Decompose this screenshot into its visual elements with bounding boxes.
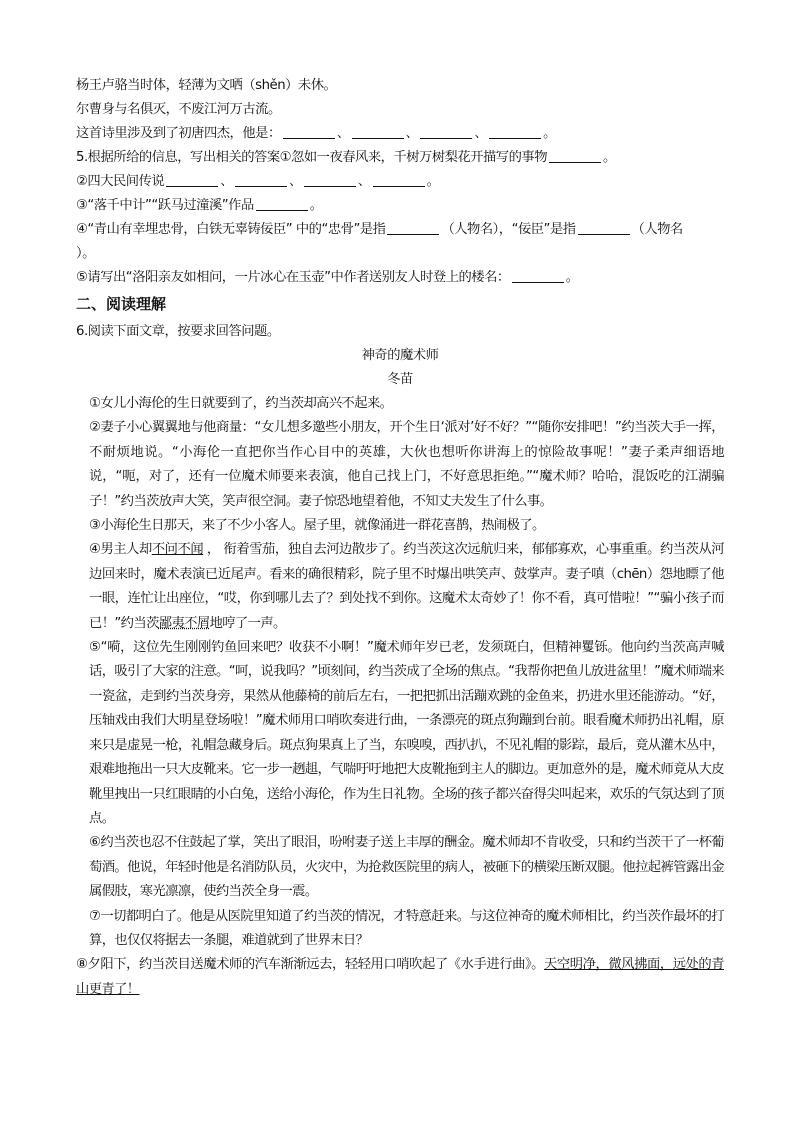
article-paragraph-5: ⑤“嗬，这位先生刚刚钓鱼回来吧？收获不小啊！”魔术师年岁已老，发须斑白，但精神矍铄。他向约当茨高声喊话，吸引了大家的注意。“呵，说我吗？”顷刻间，约当茨成了全场的焦点。“我帮你把鱼儿放进盆里！”魔术师端来一瓷盆，走到约当茨身旁，果然从他藤椅的前后左右，一把把抓出活蹦欢跳的金鱼来，扔进水里还能游动。“好，压轴戏由我们大明星登场啦！”魔术师用口哨吹奏进行曲，一条漂亮的斑点狗蹦到台前。眼看魔术师扔出礼帽，原来只是虚晃一枪，礼帽急藏身后。斑点狗果真上了当，东嗅嗅，西扒扒，不见礼帽的影踪，最后，竟从灌木丛中，艰难地拖出一只大皮靴来。它一步一趔趄，气喘吁吁地把大皮靴拖到主人的脚边。更加意外的是，魔术师竟从大皮靴里拽出一只红眼睛的小白兔，送给小海伦，作为生日礼物。全场的孩子都兴奋得尖叫起来，欢乐的气氛达到了顶点。 — [89, 640, 724, 826]
question-6-intro: 6.阅读下面文章，按要求回答问题。 — [76, 324, 280, 339]
answer-blank[interactable] — [578, 220, 630, 235]
article-title: 神奇的魔术师 — [361, 348, 439, 363]
article-author: 冬苗 — [387, 372, 413, 387]
question-5-item-3: ③“落千中计”“跃马过潼溪”作品 。 — [76, 198, 323, 213]
section-heading: 二、阅读理解 — [76, 295, 167, 313]
article-paragraph-8: ⑧夕阳下，约当茨目送魔术师的汽车渐渐远去，轻轻用口哨吹起了《水手进行曲》。天空明净，微风拂面，远处的青山更青了！ — [76, 957, 724, 997]
answer-blank[interactable] — [304, 172, 356, 187]
answer-blank[interactable] — [387, 220, 439, 235]
answer-blank[interactable] — [373, 172, 425, 187]
document-page — [76, 74, 724, 1002]
question-4: 这首诗里涉及到了初唐四杰，他是： 、 、 、 。 — [76, 126, 556, 141]
article-paragraph-4: ④男主人却不问不闻 ， 衔着雪茄，独自去河边散步了。约当茨这次远航归来，郁郁寡欢，心事重重。约当茨从河边回来时，魔术表演已近尾声。看来的确很精彩，院子里不时爆出哄笑声、鼓掌声。妻子嗔（chēn）怨地瞟了他一眼，连忙让出座位，“哎，你到哪儿去了？到处找不到你。这魔术太奇妙了！你不看，真可惜啦！”“骗小孩子而已！”约当茨鄙夷不屑地哼了一声。 — [89, 542, 724, 631]
answer-blank[interactable] — [235, 172, 287, 187]
answer-blank[interactable] — [166, 172, 218, 187]
answer-blank[interactable] — [283, 124, 335, 139]
underlined-sentence: 天空明净，微风拂面，远处的青山更青了！ — [76, 957, 724, 997]
article-paragraph-3: ③小海伦生日那天，来了不少小客人。屋子里，就像涌进一群花喜鹊，热闹极了。 — [89, 518, 545, 534]
question-4-text: 这首诗里涉及到了初唐四杰，他是： — [76, 126, 281, 141]
answer-blank[interactable] — [512, 268, 564, 283]
article-paragraph-7: ⑦一切都明白了。他是从医院里知道了约当茨的情况，才特意赶来。与这位神奇的魔术师相比，约当茨作最坏的打算，也仅仅将据去一条腿，难道就到了世界末日？ — [89, 908, 724, 948]
poem-line-1: 杨王卢骆当时体，轻薄为文哂（shěn）未休。 — [76, 78, 337, 93]
question-5-item-4: ④“青山有幸埋忠骨，白铁无辜铸佞臣” 中的“忠骨”是指 （人物名），“佞臣”是指 （人物名 — [76, 222, 683, 237]
question-5-intro: 5.根据所给的信息，写出相关的答案①忽如一夜春风来，千树万树梨花开描写的事物 。 — [76, 150, 616, 165]
dotted-phrase: 鄙夷不屑 — [158, 615, 210, 631]
question-5-item-2: ②四大民间传说 、 、 、 。 — [76, 174, 440, 189]
poem-line-2: 尔曹身与名俱灭，不废江河万古流。 — [76, 102, 281, 117]
answer-blank[interactable] — [352, 124, 404, 139]
article-paragraph-6: ⑥约当茨也忍不住鼓起了掌，笑出了眼泪，吩咐妻子送上丰厚的酬金。魔术师却不肯收受，只和约当茨干了一杯葡萄酒。他说，年轻时他是名消防队员，火灾中，为抢救医院里的病人，被砸下的横梁压断双腿。他拉起裤管露出金属假肢，寒光凛凛，使约当茨全身一震。 — [89, 835, 724, 900]
article-paragraph-2: ②妻子小心翼翼地与他商量：“女儿想多邀些小朋友，开个生日‘派对’好不好？”“随你安排吧！”约当茨大手一挥，不耐烦地说。“小海伦一直把你当作心目中的英雄，大伙也想听你讲海上的惊险故事呢！”妻子柔声细语地说，“呃，对了，还有一位魔术师要来表演，他自己找上门，不好意思拒绝。”“魔术师？哈哈，混饭吃的江湖骗子！”约当茨放声大笑，笑声很空洞。妻子惊恐地望着他，不知丈夫发生了什么事。 — [89, 420, 724, 509]
article-paragraph-1: ①女儿小海伦的生日就要到了，约当茨却高兴不起来。 — [89, 396, 393, 411]
answer-blank[interactable] — [420, 124, 472, 139]
underlined-phrase: 不问不闻 — [151, 542, 204, 558]
answer-blank[interactable] — [489, 124, 541, 139]
question-5-item-5: ⑤请写出“洛阳亲友如相问，一片冰心在玉壶”中作者送别友人时登上的楼名： 。 — [76, 270, 579, 285]
answer-blank[interactable] — [256, 196, 308, 211]
question-5-item-4-end: ）。 — [76, 246, 95, 261]
answer-blank[interactable] — [549, 148, 601, 163]
